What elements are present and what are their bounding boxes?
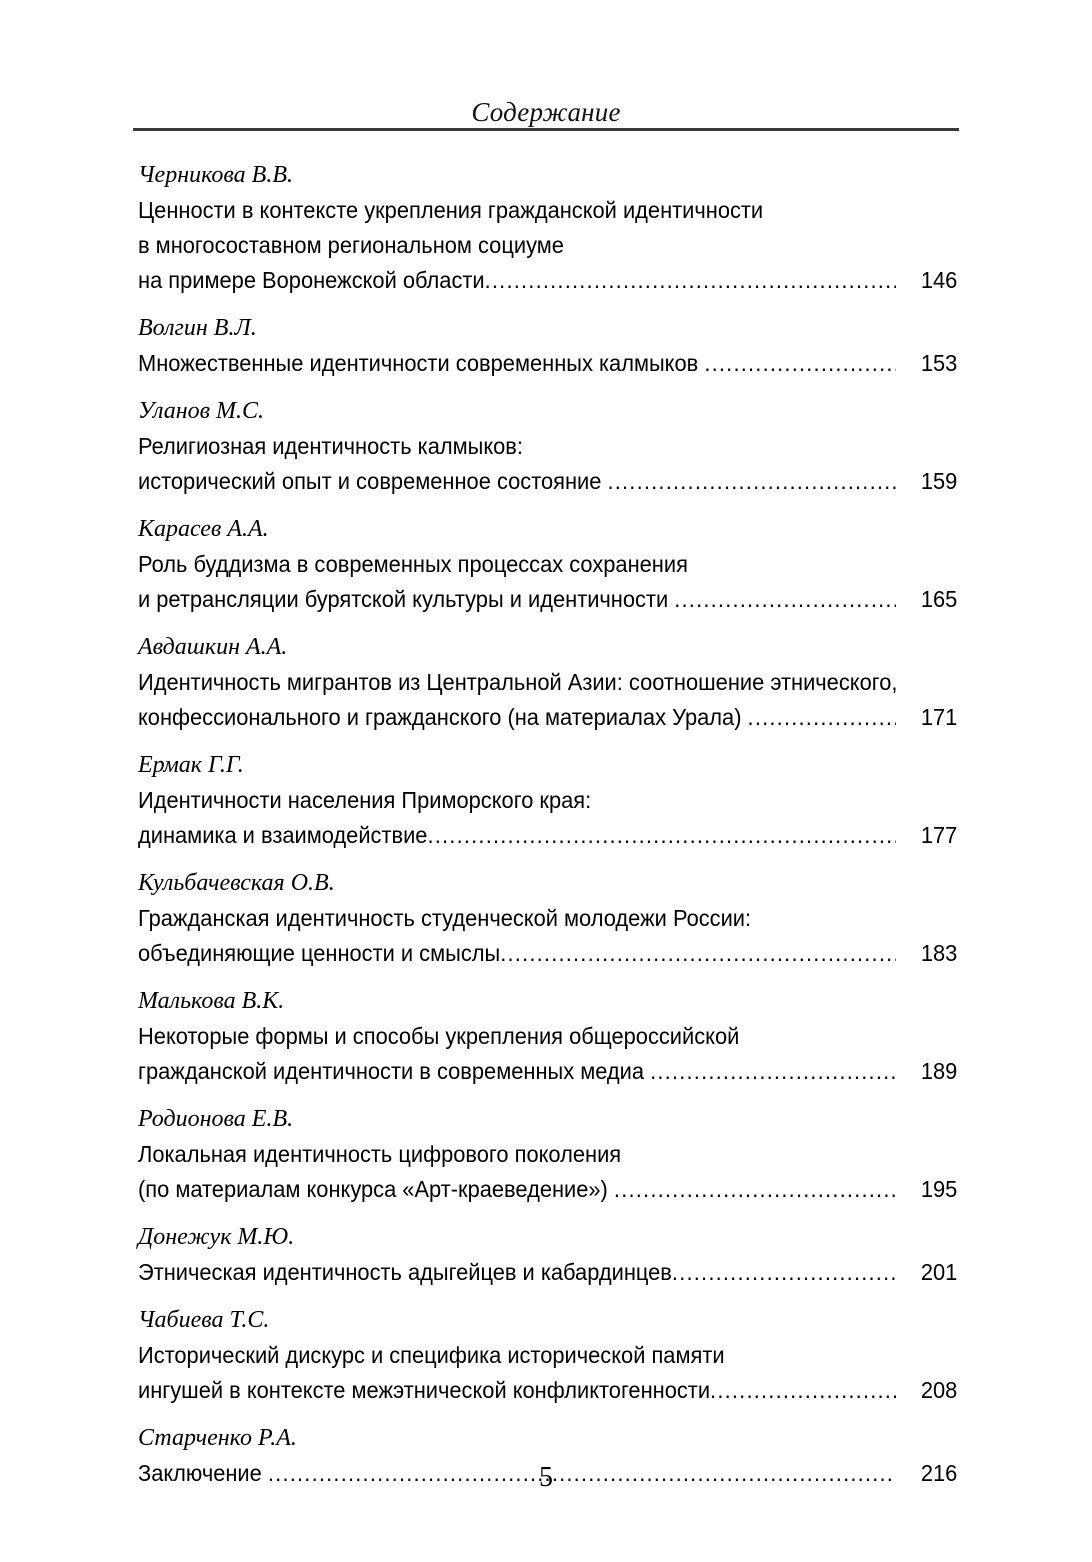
toc-entry[interactable] [138,630,958,735]
toc-title-line: Религиозная идентичность калмыков: [138,433,523,459]
dot-leader [485,263,896,298]
toc-entry-author: Авдашкин А.А. [138,634,288,660]
toc-title-text: (по материалам конкурса «Арт-краеведение») [138,1176,608,1202]
toc-entry-title [138,1137,958,1207]
toc-entry-title [138,783,958,853]
toc-title-line [138,263,957,298]
toc-entry[interactable] [138,394,958,499]
toc-entry-author: Уланов М.С. [138,398,265,424]
toc-entry[interactable] [138,311,958,381]
toc-title-text: объединяющие ценности и смыслы [138,940,501,966]
toc-entry[interactable] [138,1220,958,1290]
toc-title-line [138,818,957,853]
toc-entry-title [138,901,958,971]
toc-entry-title [138,346,958,381]
toc-entry-author: Черникова В.В. [138,162,293,188]
running-head: Содержание [471,97,621,127]
toc-title-line [138,700,957,735]
dot-leader [672,1255,896,1290]
toc-title-line: в многосоставном региональном социуме [138,232,564,258]
toc-title-text: на примере Воронежской области [138,267,485,293]
toc-entry-title [138,1019,958,1089]
toc-title-text: исторический опыт и современное состояние [138,468,602,494]
toc-page-number: 159 [920,468,958,494]
toc-title-line: Гражданская идентичность студенческой молодежи России: [138,905,752,931]
toc-title-line [138,346,957,381]
toc-page-number: 177 [920,822,958,848]
toc-entry-author: Донежук М.Ю. [138,1224,295,1250]
toc-title-text: Множественные идентичности современных калмыков [138,350,699,376]
toc-entry-author: Чабиева Т.С. [138,1307,270,1333]
toc-title-line [138,1373,957,1408]
toc-page-number: 171 [920,704,958,730]
toc-entry-author: Волгин В.Л. [138,315,257,341]
toc-page-number: 153 [920,350,958,376]
toc-title-line: Ценности в контексте укрепления гражданской идентичности [138,197,764,223]
toc-title-text: гражданской идентичности в современных медиа [138,1058,645,1084]
dot-leader [500,936,896,971]
toc-entry[interactable] [138,748,958,853]
toc-page-number: 195 [920,1176,958,1202]
toc-title-line [138,1054,957,1089]
toc-page-number: 201 [920,1259,958,1285]
toc-title-line [138,582,957,617]
toc-title-text: динамика и взаимодействие [138,822,428,848]
dot-leader [607,464,895,499]
toc-entry-title [138,429,958,499]
toc-title-line [138,936,957,971]
toc-title-line: Роль буддизма в современных процессах сохранения [138,551,688,577]
toc-title-text: ингушей в контексте межэтнической конфликтогенности [138,1377,711,1403]
toc-title-text: и ретрансляции бурятской культуры и идентичности [138,586,669,612]
page-number-folio: 5 [539,1462,553,1493]
toc-entry[interactable] [138,1102,958,1207]
toc-entry-title [138,665,958,735]
toc-page-number: 165 [920,586,958,612]
dot-leader [674,582,896,617]
toc-title-line: Идентичность мигрантов из Центральной Азии: соотношение этнического, [138,669,898,695]
toc-entry-title [138,1255,958,1290]
toc-title-text: Этническая идентичность адыгейцев и кабардинцев [138,1259,672,1285]
toc-page-number: 189 [920,1058,958,1084]
toc-title-line: Некоторые формы и способы укрепления общероссийской [138,1023,740,1049]
dot-leader [748,700,896,735]
toc-entry[interactable] [138,984,958,1089]
toc-title-line: Локальная идентичность цифрового поколения [138,1141,622,1167]
toc-entry-author: Ермак Г.Г. [138,752,244,778]
toc-title-line [138,464,957,499]
dot-leader [427,818,896,853]
dot-leader [710,1373,896,1408]
dot-leader [650,1054,896,1089]
toc-entry-author: Кульбачевская О.В. [138,870,335,896]
toc-title-text: Заключение [138,1460,262,1486]
toc-entry[interactable] [138,512,958,617]
toc-entry-title [138,1338,958,1408]
toc-entry-title [138,193,958,298]
toc-title-line: Исторический дискурс и специфика исторической памяти [138,1342,725,1368]
toc-title-line [138,1172,957,1207]
toc-title-line: Идентичности населения Приморского края: [138,787,592,813]
toc-page-number: 208 [920,1377,958,1403]
table-of-contents [138,158,958,1504]
toc-page-number: 183 [920,940,958,966]
toc-entry-author: Карасев А.А. [138,516,269,542]
dot-leader [614,1172,896,1207]
toc-entry[interactable] [138,866,958,971]
toc-entry-author: Малькова В.К. [138,988,285,1014]
toc-entry-author: Старченко Р.А. [138,1425,297,1451]
header-divider [133,128,959,131]
toc-entry[interactable] [138,158,958,298]
toc-title-text: конфессионального и гражданского (на материалах Урала) [138,704,742,730]
toc-title-line [138,1255,957,1290]
dot-leader [704,346,896,381]
toc-entry-title [138,547,958,617]
toc-page-number: 146 [920,267,958,293]
toc-entry-author: Родионова Е.В. [138,1106,294,1132]
toc-page-number: 216 [920,1460,958,1486]
toc-entry[interactable] [138,1303,958,1408]
